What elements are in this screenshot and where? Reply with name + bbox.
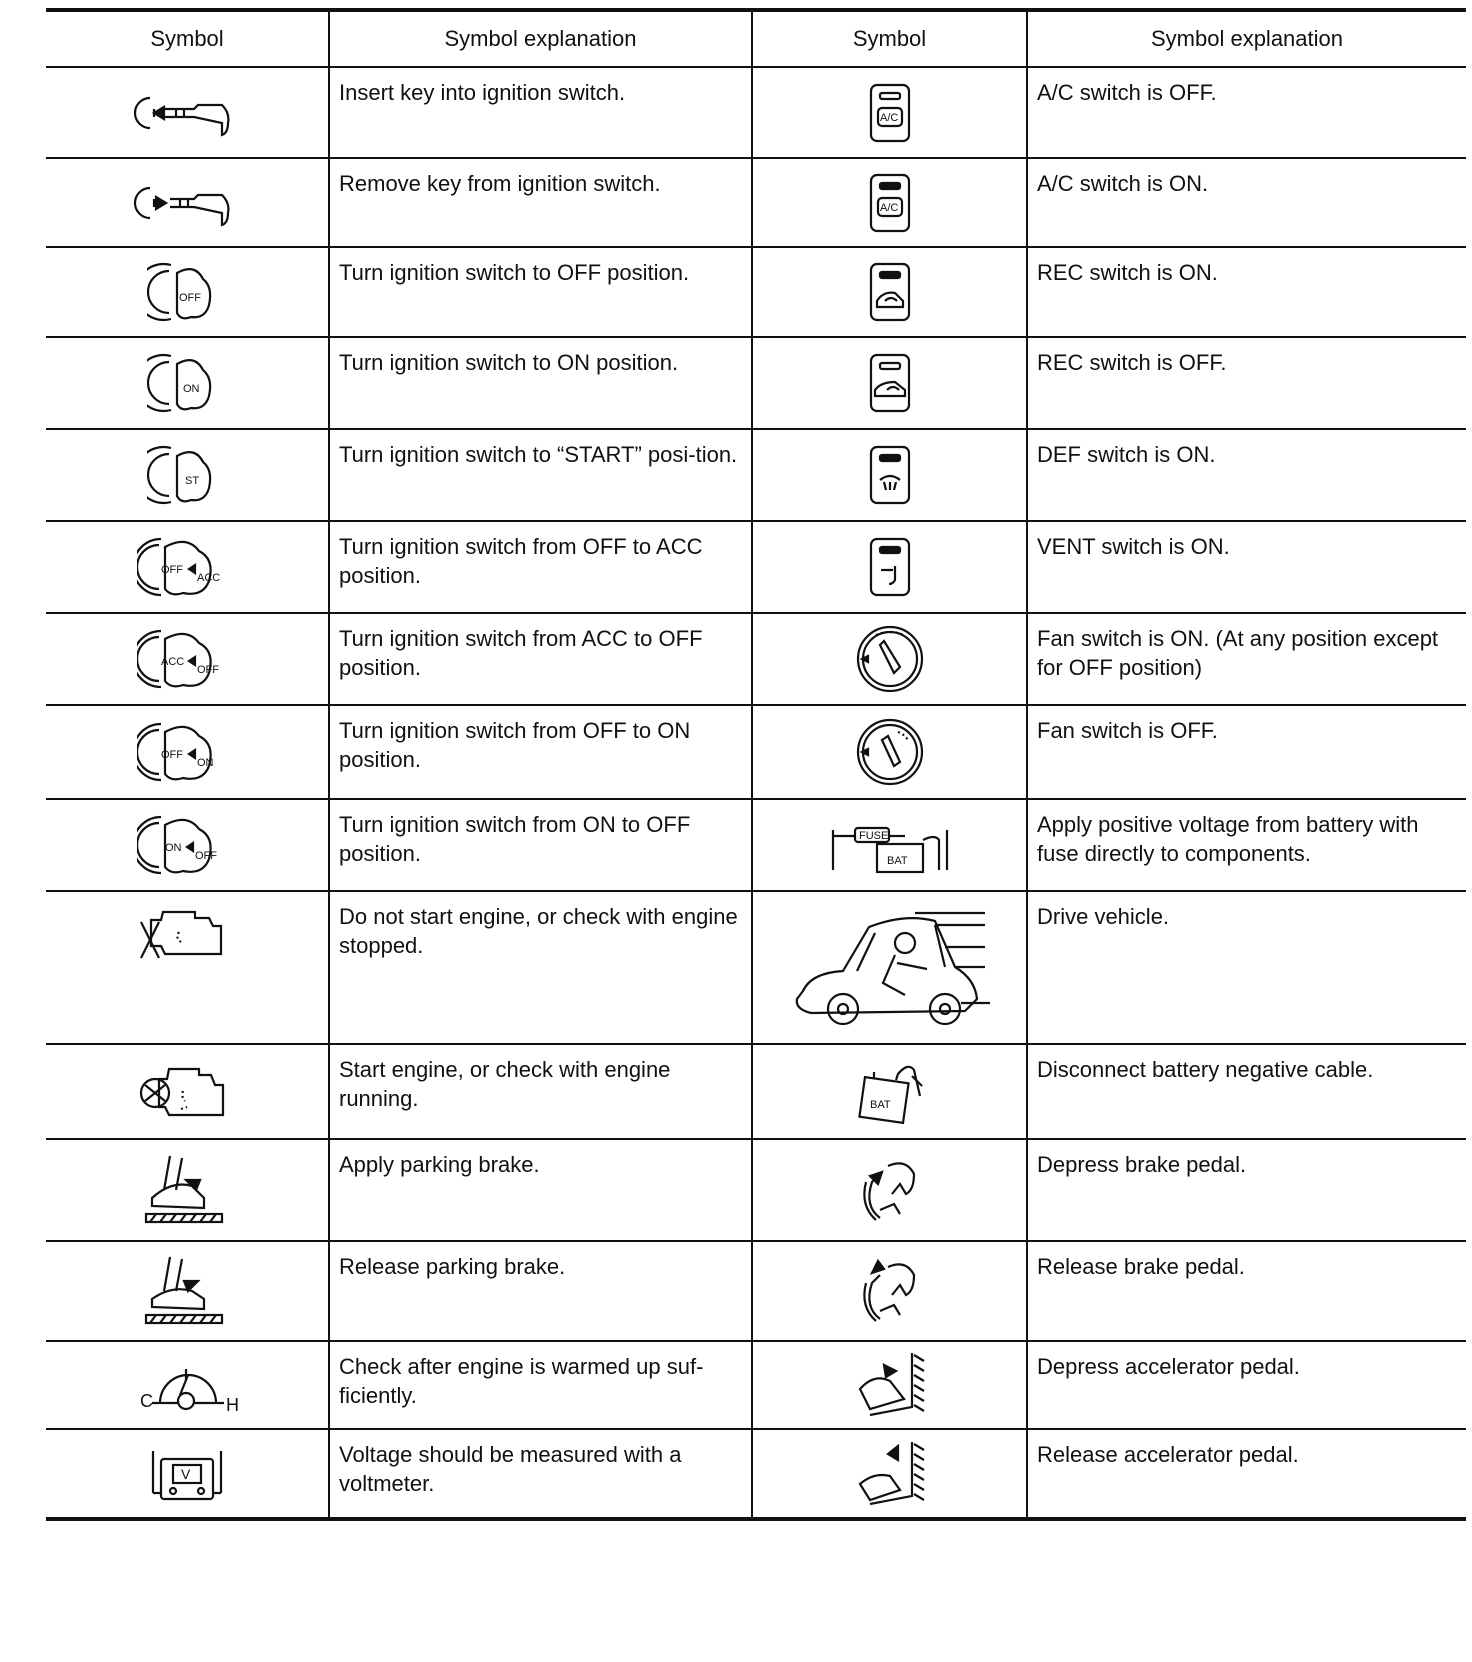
table-row xyxy=(46,1429,1466,1519)
explanation-cell: Check after engine is warmed up suf-ficiently. xyxy=(329,1341,752,1429)
explanation-cell: Turn ignition switch from OFF to ON position. xyxy=(329,705,752,799)
explanation-cell: Depress accelerator pedal. xyxy=(1027,1341,1466,1429)
table-row xyxy=(46,67,1466,158)
table-row xyxy=(46,1139,1466,1241)
symbol-cell xyxy=(46,337,329,429)
explanation-cell: Do not start engine, or check with engine stopped. xyxy=(329,891,752,1044)
apply-parking-brake-icon xyxy=(142,1150,232,1230)
ac-switch-off-icon xyxy=(865,82,915,144)
svg-text:FUSE: FUSE xyxy=(858,830,888,842)
svg-text:C: C xyxy=(140,1391,153,1411)
explanation-cell: Turn ignition switch to ON position. xyxy=(329,337,752,429)
table-row xyxy=(46,521,1466,613)
header-symbol: Symbol xyxy=(46,10,329,67)
svg-text:BAT: BAT xyxy=(886,855,908,867)
ignition-off-to-on-icon xyxy=(137,716,237,788)
release-brake-pedal-icon xyxy=(850,1255,930,1327)
symbol-cell xyxy=(752,521,1027,613)
explanation-cell: Release parking brake. xyxy=(329,1241,752,1341)
svg-text:ON: ON xyxy=(197,757,214,769)
fuse-battery-icon xyxy=(825,810,955,880)
svg-text:ACC: ACC xyxy=(197,572,221,584)
svg-text:OFF: OFF xyxy=(179,292,201,304)
header-explanation: Symbol explanation xyxy=(1027,10,1466,67)
ignition-off-to-acc-icon xyxy=(137,531,237,603)
table-row xyxy=(46,158,1466,247)
symbol-cell xyxy=(46,247,329,337)
explanation-cell: Drive vehicle. xyxy=(1027,891,1466,1044)
symbol-cell xyxy=(752,1139,1027,1241)
svg-text:V: V xyxy=(181,1465,191,1482)
release-parking-brake-icon xyxy=(142,1251,232,1331)
symbol-cell xyxy=(46,158,329,247)
explanation-cell: A/C switch is OFF. xyxy=(1027,67,1466,158)
table-row xyxy=(46,891,1466,1044)
explanation-cell: Voltage should be measured with a voltmeter. xyxy=(329,1429,752,1519)
explanation-cell: Insert key into ignition switch. xyxy=(329,67,752,158)
symbol-cell xyxy=(752,613,1027,705)
symbol-cell xyxy=(752,1241,1027,1341)
symbol-cell xyxy=(46,429,329,521)
symbol-cell xyxy=(752,247,1027,337)
ignition-off-icon xyxy=(147,257,227,327)
svg-text:ON: ON xyxy=(183,383,200,395)
table-row xyxy=(46,1241,1466,1341)
table-row xyxy=(46,1044,1466,1139)
ac-switch-on-icon xyxy=(865,172,915,234)
explanation-cell: A/C switch is ON. xyxy=(1027,158,1466,247)
table-row xyxy=(46,429,1466,521)
explanation-cell: Fan switch is ON. (At any position except for OFF position) xyxy=(1027,613,1466,705)
symbol-cell xyxy=(752,1429,1027,1519)
explanation-cell: REC switch is OFF. xyxy=(1027,337,1466,429)
vent-switch-on-icon xyxy=(865,536,915,598)
symbol-cell xyxy=(752,429,1027,521)
symbol-cell xyxy=(752,891,1027,1044)
explanation-cell: DEF switch is ON. xyxy=(1027,429,1466,521)
ignition-on-icon xyxy=(147,348,227,418)
svg-text:A/C: A/C xyxy=(879,201,898,214)
symbol-cell xyxy=(46,799,329,891)
symbol-cell xyxy=(46,1241,329,1341)
svg-text:ON: ON xyxy=(165,842,182,854)
svg-text:ACC: ACC xyxy=(161,656,185,668)
explanation-cell: Apply positive voltage from battery with fuse directly to components. xyxy=(1027,799,1466,891)
explanation-cell: VENT switch is ON. xyxy=(1027,521,1466,613)
symbol-cell xyxy=(46,1044,329,1139)
ignition-start-icon xyxy=(147,440,227,510)
explanation-cell: Disconnect battery negative cable. xyxy=(1027,1044,1466,1139)
symbol-cell xyxy=(46,1429,329,1519)
svg-text:A/C: A/C xyxy=(879,111,898,124)
explanation-cell: REC switch is ON. xyxy=(1027,247,1466,337)
svg-text:H: H xyxy=(226,1395,239,1415)
symbol-cell xyxy=(752,705,1027,799)
rec-switch-on-icon xyxy=(865,261,915,323)
symbol-cell xyxy=(752,1044,1027,1139)
table-row xyxy=(46,247,1466,337)
symbol-cell xyxy=(46,613,329,705)
table-row xyxy=(46,705,1466,799)
explanation-cell: Remove key from ignition switch. xyxy=(329,158,752,247)
depress-accelerator-icon xyxy=(850,1349,930,1421)
explanation-cell: Turn ignition switch from OFF to ACC position. xyxy=(329,521,752,613)
svg-text:BAT: BAT xyxy=(869,1098,891,1111)
explanation-cell: Depress brake pedal. xyxy=(1027,1139,1466,1241)
engine-running-icon xyxy=(137,1057,237,1127)
header-explanation: Symbol explanation xyxy=(329,10,752,67)
explanation-cell: Start engine, or check with engine running. xyxy=(329,1044,752,1139)
symbol-cell xyxy=(752,158,1027,247)
explanation-cell: Turn ignition switch from ON to OFF position. xyxy=(329,799,752,891)
symbol-cell xyxy=(752,799,1027,891)
ignition-on-to-off-icon xyxy=(137,809,237,881)
symbol-cell xyxy=(46,1341,329,1429)
symbol-cell xyxy=(46,891,329,1044)
explanation-cell: Release brake pedal. xyxy=(1027,1241,1466,1341)
release-accelerator-icon xyxy=(850,1438,930,1510)
drive-vehicle-icon xyxy=(785,903,995,1033)
symbol-cell xyxy=(46,705,329,799)
insert-key-icon xyxy=(132,83,242,143)
svg-text:OFF: OFF xyxy=(161,564,183,576)
explanation-cell: Turn ignition switch from ACC to OFF position. xyxy=(329,613,752,705)
svg-text:ST: ST xyxy=(185,475,200,487)
symbol-cell xyxy=(752,67,1027,158)
symbol-cell xyxy=(752,337,1027,429)
engine-stopped-icon xyxy=(137,900,237,966)
explanation-cell: Fan switch is OFF. xyxy=(1027,705,1466,799)
depress-brake-pedal-icon xyxy=(850,1154,930,1226)
rec-switch-off-icon xyxy=(865,352,915,414)
svg-text:OFF: OFF xyxy=(161,749,183,761)
explanation-cell: Turn ignition switch to “START” posi-tion. xyxy=(329,429,752,521)
fan-switch-on-icon xyxy=(854,623,926,695)
symbol-cell xyxy=(752,1341,1027,1429)
table-row xyxy=(46,337,1466,429)
symbol-cell xyxy=(46,521,329,613)
explanation-cell: Release accelerator pedal. xyxy=(1027,1429,1466,1519)
symbol-cell xyxy=(46,1139,329,1241)
svg-text:OFF: OFF xyxy=(195,850,217,862)
explanation-cell: Turn ignition switch to OFF position. xyxy=(329,247,752,337)
remove-key-icon xyxy=(132,173,242,233)
table-row xyxy=(46,1341,1466,1429)
table-row xyxy=(46,613,1466,705)
symbol-cell xyxy=(46,67,329,158)
ignition-acc-to-off-icon xyxy=(137,623,237,695)
def-switch-on-icon xyxy=(865,444,915,506)
voltmeter-icon xyxy=(147,1439,227,1509)
battery-disconnect-icon xyxy=(850,1056,930,1128)
table-row xyxy=(46,799,1466,891)
engine-warm-gauge-icon xyxy=(132,1355,242,1415)
explanation-cell: Apply parking brake. xyxy=(329,1139,752,1241)
header-symbol: Symbol xyxy=(752,10,1027,67)
symbol-table xyxy=(46,8,1466,1521)
svg-text:OFF: OFF xyxy=(197,664,219,676)
header-row xyxy=(46,10,1466,67)
fan-switch-off-icon xyxy=(854,716,926,788)
